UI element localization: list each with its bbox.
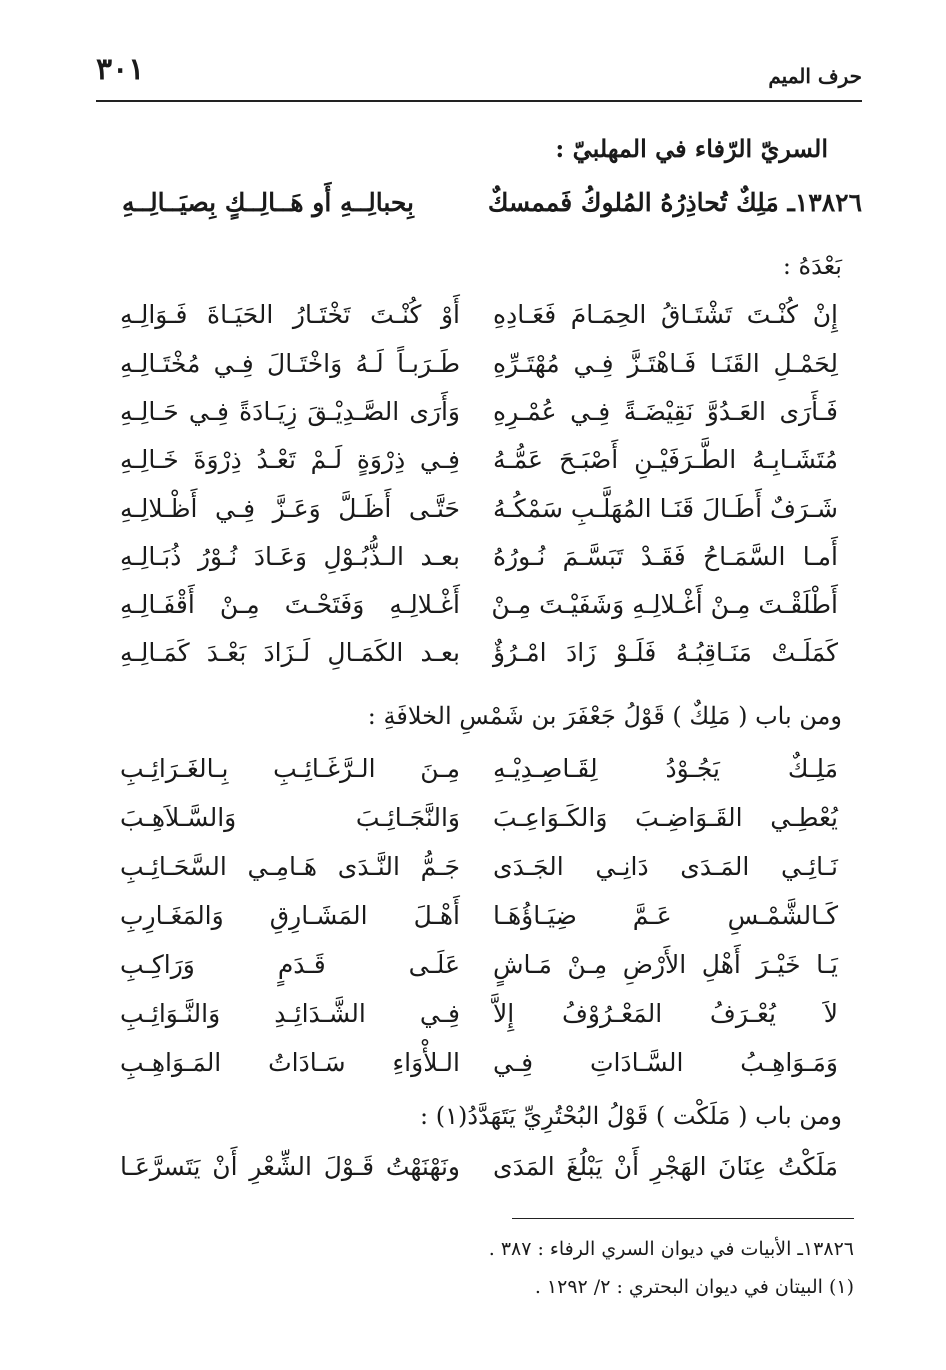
verse-right: أَطْلَقْـتَ مِـنْ أَغْـلالِـهِ وَشَفَيْـتَ مِـنْ (491, 590, 838, 619)
verse-left: ونَهْنَهْتُ قَـوْلَ الشِّعْرِ أَنْ يَتَسرَّعَـا (120, 1152, 460, 1181)
verse-left: فِـي الشَّـدَائِـدِ وَالنَّـوَائِـبِ (120, 999, 460, 1028)
footnote-1: (١) البيتان في ديوان البحتري : ٢/ ١٢٩٢ . (534, 1276, 854, 1298)
verse-right: إِنْ كُنْـتَ تَشْتَـاقُ الحِمَـامَ فَعَـادِهِ (493, 300, 838, 329)
entry-13826-second-hemistich: بِحبالِــهِ أَو هَــالِــكٍ بِصيَــالِــهِ (122, 188, 414, 217)
verse-right: يُعْطِـي القَـوَاضِـبَ وَالكَـوَاعِـبَ (493, 803, 838, 832)
verse-right: نَـائِـي المَـدَى دَانِـي الجَـدَى (493, 852, 838, 881)
verse-right: فَـأَرَى العَـدُوَّ نَقِيْضَـةً فِـي عُمْـرِهِ (493, 397, 838, 426)
verse-left: الـلأْوَاءِ سَـادَاتُ المَـوَاهِـبِ (120, 1048, 460, 1077)
verse-right: كَـالشَّمْـسِ عَـمَّ ضِيَـاؤُهَـا (493, 901, 838, 930)
verse-left: عَلَـى قَـدَمٍ وَرَاكِـبِ (120, 950, 460, 979)
verse-left: حَتَّـى أَظَـلَّ وَعَـزَّ فِـي أَظْـلالِـهِ (120, 494, 460, 523)
page-number: ٣٠١ (96, 52, 145, 87)
verse-right: لِحَمْـلِ القَنَـا فَـاهْتَـزَّ فِـي مُهْتَـرِّهِ (493, 349, 838, 378)
verse-left: أَغْـلالِـهِ وَفَتَحْـتَ مِـنْ أَقْفَـالِـهِ (120, 590, 460, 619)
verse-left: جَـمُّ النَّـدَى هَـامِـي السَّحَـائِـبِ (120, 852, 460, 881)
verse-right: مَلِـكٌ يَجُـوْدُ لِقَـاصِـدِيْـهِ (493, 754, 838, 783)
verse-right: أَمـا السَّمَـاحُ فَقَـدْ تَبَسَّـمَ نُـورُهُ (493, 542, 838, 571)
verse-left: طَـرَبـاً لَـهُ وَاخْتَـالَ فِـي مُخْتَـالِـهِ (120, 349, 460, 378)
section-title: حرف الميم (768, 64, 862, 88)
chapter-heading-malakt: ومن باب ( مَلَكْت ) قَوْلُ البُحْتُرِيِّ يَتَهَدَّدُ(١) : (420, 1102, 842, 1130)
after-label: بَعْدَهُ : (782, 252, 842, 280)
verse-left: فِـي ذِرْوَةٍ لَـمْ تَعْـدُ ذِرْوَةَ خَـالِـهِ (120, 445, 460, 474)
verse-right: كَمَلَـتْ مَنَـاقِبُـهُ فَلَـوْ زَادَ امْـرُؤٌ (493, 638, 838, 667)
intro-line: السريّ الرّفاء في المهلبيّ : (555, 134, 828, 163)
footnote-13826: ١٣٨٢٦ـ الأبيات في ديوان السري الرفاء : ٣٨٧ . (488, 1238, 854, 1260)
verse-left: وَالنَّجَـائِـبَ وَالسَّـلاَهِـبَ (120, 803, 460, 832)
header-divider (96, 100, 862, 102)
footnote-divider (512, 1218, 854, 1219)
verse-left: مِـنَ الـرَّغَـائِـبِ بِـالغَـرَائِـبِ (120, 754, 460, 783)
entry-13826-first-hemistich: ١٣٨٢٦ـ مَلِكٌ تُحاذِرُهُ المُلوكُ فَممسكٌ (487, 188, 862, 217)
verse-right: مُتَشَـابِـهُ الطَّـرَفَيْـنِ أَصْبَـحَ عَمُّـهُ (493, 445, 838, 474)
verse-right: مَلَكْتُ عِنَانَ الهَجْرِ أَنْ يَبْلُغَ المَدَى (493, 1152, 838, 1181)
verse-right: شَـرَفٌ أَطَـالَ قَنَـا المُهَلَّـبِ سَمْكُـهُ (493, 494, 838, 523)
chapter-heading-malik: ومن باب ( مَلِكٌ ) قَوْلُ جَعْفَرَ بن شَمْسِ الخلافَةِ : (367, 702, 842, 730)
verse-right: يَـا خَيْـرَ أَهْلِ الأَرْضِ مِـنْ مَـاشٍ (493, 950, 838, 979)
verse-left: أَوْ كُنْـتَ تَخْتَـارُ الحَيَـاةَ فَـوَالِـهِ (120, 300, 460, 329)
verse-left: بعـد الـذُّبُـوْلِ وَعَـادَ نُـوْرُ ذُبَـالِـهِ (120, 542, 460, 571)
verse-left: وَأَرَى الصَّـدِيْـقَ زِيَـادَةً فِـي حَـالِـهِ (120, 397, 460, 426)
page-header (96, 52, 862, 102)
verse-left: بعـد الكَمَـالِ لَـزَادَ بَعْـدَ كَمَـالِـهِ (120, 638, 460, 667)
verse-left: أَهْـلَ المَشَـارِقِ وَالمَغَـارِبِ (120, 901, 460, 930)
verse-right: لاَ يُعْـرَفُ المَعْـرُوْفُ إِلاَّ (493, 999, 838, 1028)
verse-right: وَمَـوَاهِـبُ السَّـادَاتِ فِـي (493, 1048, 838, 1077)
